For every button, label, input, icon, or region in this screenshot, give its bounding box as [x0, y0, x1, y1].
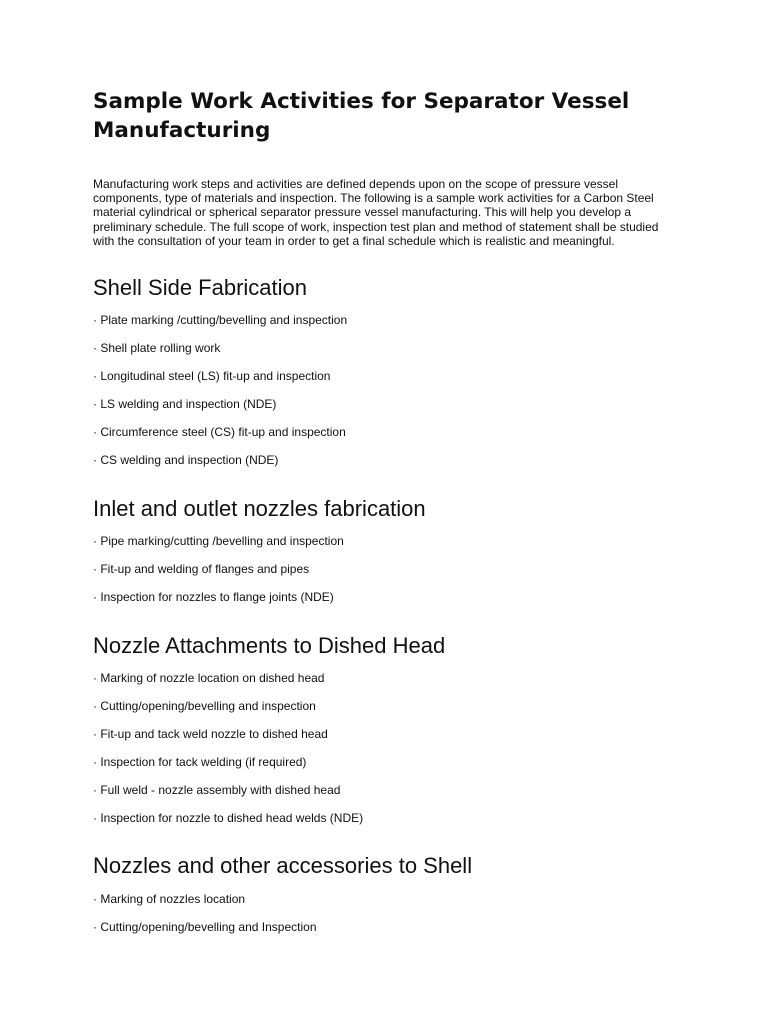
- document-title: Sample Work Activities for Separator Vessel Manufacturing: [93, 89, 630, 143]
- list-item: · Inspection for nozzles to flange joints (NDE): [93, 590, 334, 604]
- list-item: · Plate marking /cutting/bevelling and inspection: [93, 313, 348, 327]
- list-item: · Fit-up and tack weld nozzle to dished head: [93, 727, 328, 741]
- section-heading-nozzle-attachments: Nozzle Attachments to Dished Head: [93, 633, 446, 658]
- list-item: · Full weld - nozzle assembly with dished head: [93, 783, 341, 797]
- list-item: · Pipe marking/cutting /bevelling and inspection: [93, 534, 344, 548]
- list-item: · Cutting/opening/bevelling and inspection: [93, 699, 316, 713]
- list-item: · Marking of nozzles location: [93, 892, 246, 906]
- list-item: · LS welding and inspection (NDE): [93, 397, 277, 411]
- section-heading-nozzles-accessories-shell: Nozzles and other accessories to Shell: [93, 853, 473, 878]
- list-item: · Marking of nozzle location on dished head: [93, 671, 325, 685]
- list-item: · CS welding and inspection (NDE): [93, 453, 279, 467]
- list-item: · Circumference steel (CS) fit-up and inspection: [93, 425, 346, 439]
- list-item: · Inspection for nozzle to dished head welds (NDE): [93, 811, 364, 825]
- list-item: · Cutting/opening/bevelling and Inspection: [93, 920, 317, 934]
- list-item: · Inspection for tack welding (if required): [93, 755, 307, 769]
- section-heading-nozzles-fabrication: Inlet and outlet nozzles fabrication: [93, 496, 426, 521]
- list-item: · Fit-up and welding of flanges and pipes: [93, 562, 310, 576]
- intro-paragraph: Manufacturing work steps and activities are defined depends upon on the scope of pressure vessel components, type of materials and inspection. The following is a sample work activities for a Carbon Steel material cylindrical or spherical separator pressure vessel manufacturing. This will help you develop a preliminary schedule. The full scope of work, inspection test plan and method of statement shall be studied with the consultation of your team in order to get a final schedule which is realistic and meaningful.: [93, 177, 659, 248]
- list-item: · Longitudinal steel (LS) fit-up and inspection: [93, 369, 331, 383]
- list-item: · Shell plate rolling work: [93, 341, 221, 355]
- section-heading-shell-side-fabrication: Shell Side Fabrication: [93, 275, 308, 300]
